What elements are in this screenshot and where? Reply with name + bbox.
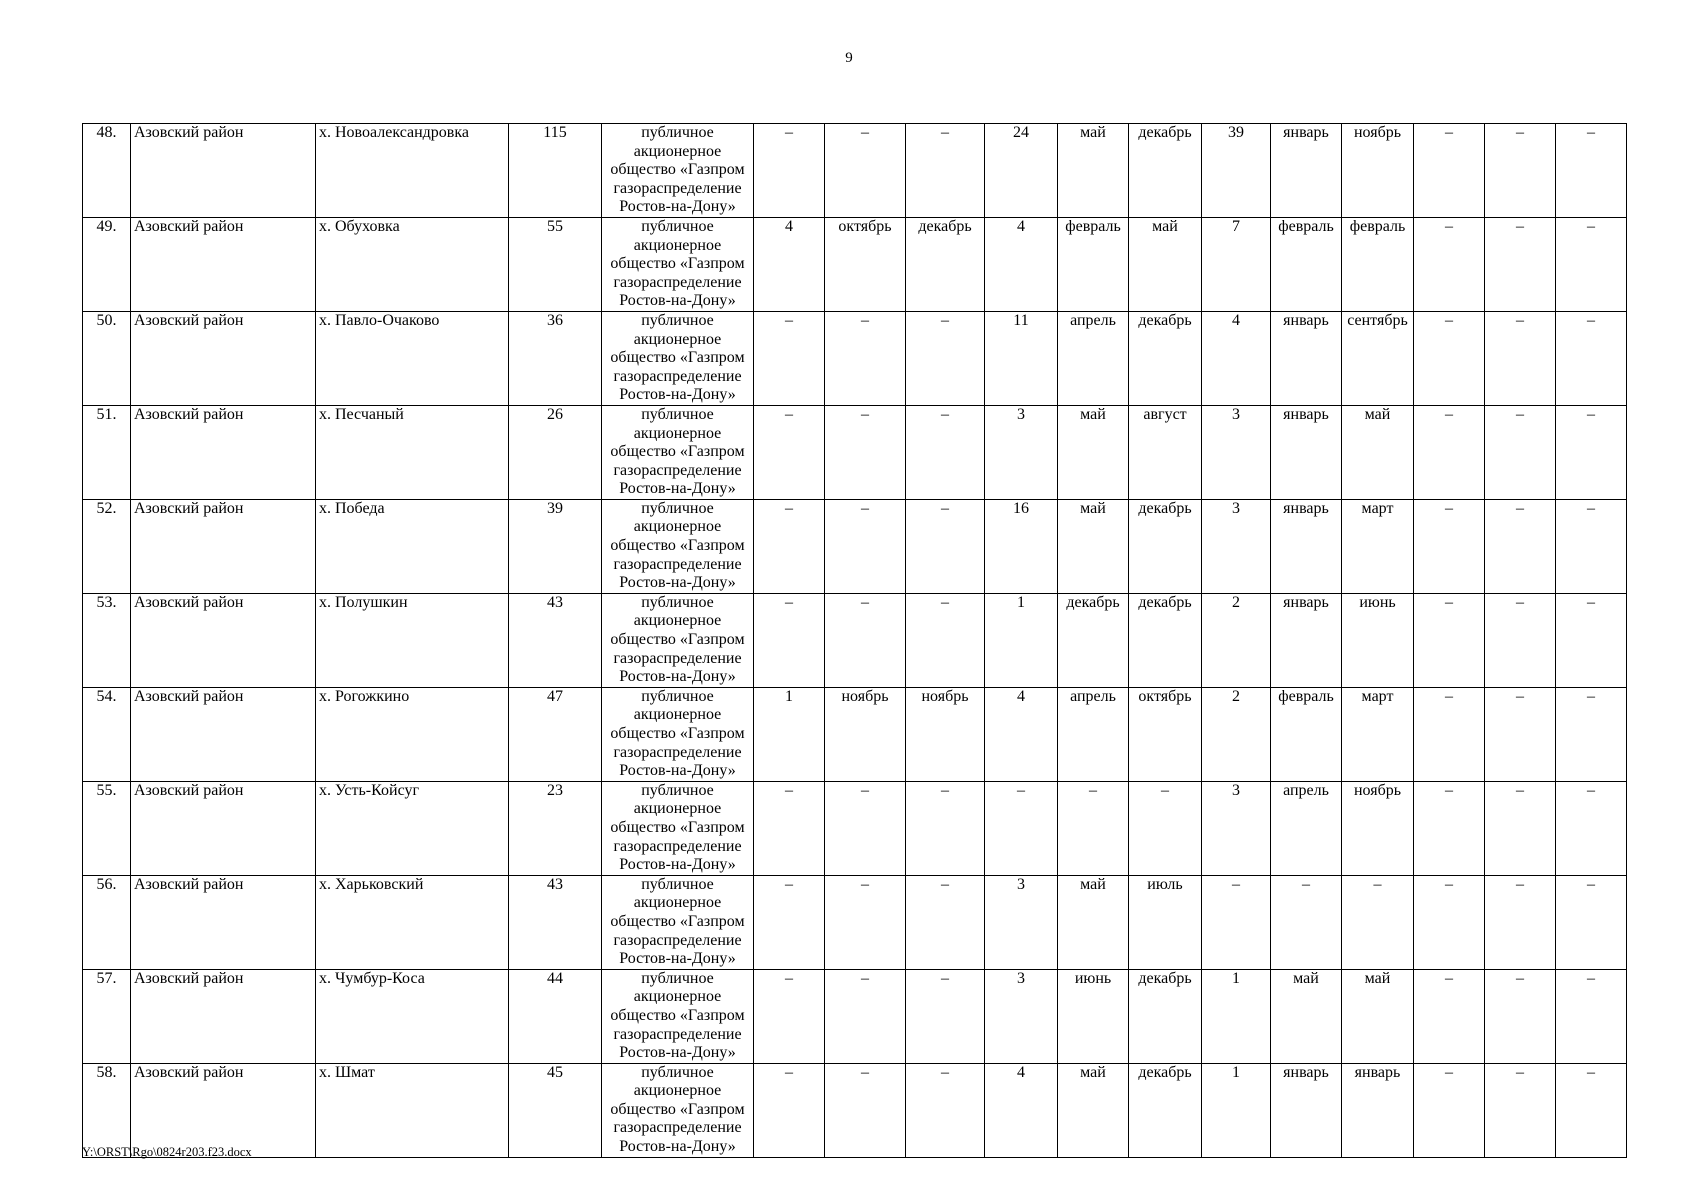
organization-cell: публичное акционерное общество «Газпром газораспределение Ростов-на-Дону» xyxy=(602,217,754,311)
stage4-end-cell: – xyxy=(1556,969,1627,1063)
stage4-count-cell: – xyxy=(1414,124,1485,218)
organization-cell: публичное акционерное общество «Газпром газораспределение Ростов-на-Дону» xyxy=(602,311,754,405)
table-row xyxy=(83,217,1627,311)
stage1-count-cell: – xyxy=(754,593,825,687)
table-row xyxy=(83,875,1627,969)
row-number-cell: 52. xyxy=(83,499,131,593)
table-row xyxy=(83,1063,1627,1157)
stage3-count-cell: 7 xyxy=(1202,217,1271,311)
stage2-end-cell: декабрь xyxy=(1129,499,1202,593)
stage4-count-cell: – xyxy=(1414,781,1485,875)
row-number-cell: 48. xyxy=(83,124,131,218)
stage3-count-cell: 3 xyxy=(1202,499,1271,593)
stage1-end-cell: – xyxy=(906,311,985,405)
stage3-count-cell: 39 xyxy=(1202,124,1271,218)
district-cell: Азовский район xyxy=(131,499,316,593)
stage4-count-cell: – xyxy=(1414,217,1485,311)
stage3-end-cell: март xyxy=(1342,499,1414,593)
stage4-count-cell: – xyxy=(1414,875,1485,969)
stage4-count-cell: – xyxy=(1414,499,1485,593)
stage2-count-cell: 16 xyxy=(985,499,1058,593)
stage1-start-cell: – xyxy=(825,875,906,969)
stage1-end-cell: – xyxy=(906,499,985,593)
district-cell: Азовский район xyxy=(131,405,316,499)
stage1-start-cell: – xyxy=(825,124,906,218)
district-cell: Азовский район xyxy=(131,781,316,875)
stage1-end-cell: – xyxy=(906,969,985,1063)
stage2-start-cell: май xyxy=(1058,499,1129,593)
table-row xyxy=(83,124,1627,218)
count-cell: 43 xyxy=(509,875,602,969)
stage4-end-cell: – xyxy=(1556,781,1627,875)
stage4-start-cell: – xyxy=(1485,405,1556,499)
count-cell: 115 xyxy=(509,124,602,218)
stage1-count-cell: 1 xyxy=(754,687,825,781)
stage2-end-cell: декабрь xyxy=(1129,124,1202,218)
stage2-start-cell: май xyxy=(1058,1063,1129,1157)
stage3-count-cell: 2 xyxy=(1202,593,1271,687)
stage1-count-cell: 4 xyxy=(754,217,825,311)
stage4-start-cell: – xyxy=(1485,499,1556,593)
stage2-end-cell: май xyxy=(1129,217,1202,311)
stage2-count-cell: 11 xyxy=(985,311,1058,405)
table-row xyxy=(83,593,1627,687)
district-cell: Азовский район xyxy=(131,687,316,781)
settlement-cell: х. Обуховка xyxy=(316,217,509,311)
stage2-start-cell: февраль xyxy=(1058,217,1129,311)
district-cell: Азовский район xyxy=(131,593,316,687)
stage3-start-cell: январь xyxy=(1271,1063,1342,1157)
page-number: 9 xyxy=(845,50,853,66)
row-number-cell: 58. xyxy=(83,1063,131,1157)
stage4-end-cell: – xyxy=(1556,217,1627,311)
stage1-count-cell: – xyxy=(754,405,825,499)
stage3-count-cell: 3 xyxy=(1202,781,1271,875)
stage2-count-cell: 3 xyxy=(985,405,1058,499)
organization-cell: публичное акционерное общество «Газпром газораспределение Ростов-на-Дону» xyxy=(602,124,754,218)
stage3-end-cell: февраль xyxy=(1342,217,1414,311)
stage4-start-cell: – xyxy=(1485,875,1556,969)
table-row xyxy=(83,781,1627,875)
stage3-end-cell: июнь xyxy=(1342,593,1414,687)
district-cell: Азовский район xyxy=(131,217,316,311)
stage3-start-cell: январь xyxy=(1271,311,1342,405)
stage4-end-cell: – xyxy=(1556,1063,1627,1157)
organization-cell: публичное акционерное общество «Газпром газораспределение Ростов-на-Дону» xyxy=(602,969,754,1063)
count-cell: 26 xyxy=(509,405,602,499)
stage4-start-cell: – xyxy=(1485,1063,1556,1157)
stage2-count-cell: 24 xyxy=(985,124,1058,218)
stage4-end-cell: – xyxy=(1556,875,1627,969)
stage3-end-cell: ноябрь xyxy=(1342,781,1414,875)
settlement-cell: х. Рогожкино xyxy=(316,687,509,781)
stage2-start-cell: май xyxy=(1058,124,1129,218)
row-number-cell: 54. xyxy=(83,687,131,781)
stage4-end-cell: – xyxy=(1556,405,1627,499)
stage1-end-cell: декабрь xyxy=(906,217,985,311)
stage2-end-cell: декабрь xyxy=(1129,593,1202,687)
stage1-start-cell: – xyxy=(825,499,906,593)
stage2-count-cell: 4 xyxy=(985,687,1058,781)
stage4-start-cell: – xyxy=(1485,311,1556,405)
stage2-end-cell: декабрь xyxy=(1129,311,1202,405)
stage1-end-cell: ноябрь xyxy=(906,687,985,781)
stage4-start-cell: – xyxy=(1485,124,1556,218)
stage3-count-cell: 4 xyxy=(1202,311,1271,405)
stage2-start-cell: апрель xyxy=(1058,311,1129,405)
district-cell: Азовский район xyxy=(131,124,316,218)
stage1-start-cell: ноябрь xyxy=(825,687,906,781)
stage4-count-cell: – xyxy=(1414,969,1485,1063)
stage3-start-cell: январь xyxy=(1271,593,1342,687)
stage3-end-cell: – xyxy=(1342,875,1414,969)
count-cell: 43 xyxy=(509,593,602,687)
table-body xyxy=(83,124,1627,1158)
organization-cell: публичное акционерное общество «Газпром газораспределение Ростов-на-Дону» xyxy=(602,405,754,499)
row-number-cell: 49. xyxy=(83,217,131,311)
table-row xyxy=(83,405,1627,499)
stage2-end-cell: декабрь xyxy=(1129,969,1202,1063)
stage4-start-cell: – xyxy=(1485,969,1556,1063)
stage4-end-cell: – xyxy=(1556,124,1627,218)
stage3-start-cell: январь xyxy=(1271,405,1342,499)
stage3-start-cell: апрель xyxy=(1271,781,1342,875)
settlement-cell: х. Шмат xyxy=(316,1063,509,1157)
stage2-start-cell: декабрь xyxy=(1058,593,1129,687)
row-number-cell: 50. xyxy=(83,311,131,405)
stage1-start-cell: – xyxy=(825,405,906,499)
count-cell: 55 xyxy=(509,217,602,311)
stage1-count-cell: – xyxy=(754,499,825,593)
stage3-end-cell: май xyxy=(1342,969,1414,1063)
stage1-count-cell: – xyxy=(754,969,825,1063)
stage4-count-cell: – xyxy=(1414,593,1485,687)
document-file-path: Y:\ORST\Rgo\0824r203.f23.docx xyxy=(82,1145,252,1159)
stage1-end-cell: – xyxy=(906,781,985,875)
stage4-end-cell: – xyxy=(1556,499,1627,593)
row-number-cell: 55. xyxy=(83,781,131,875)
row-number-cell: 53. xyxy=(83,593,131,687)
organization-cell: публичное акционерное общество «Газпром газораспределение Ростов-на-Дону» xyxy=(602,781,754,875)
stage2-count-cell: 4 xyxy=(985,217,1058,311)
stage2-end-cell: июль xyxy=(1129,875,1202,969)
stage1-end-cell: – xyxy=(906,405,985,499)
stage4-end-cell: – xyxy=(1556,687,1627,781)
stage3-end-cell: май xyxy=(1342,405,1414,499)
stage3-end-cell: март xyxy=(1342,687,1414,781)
count-cell: 23 xyxy=(509,781,602,875)
stage1-start-cell: – xyxy=(825,781,906,875)
row-number-cell: 51. xyxy=(83,405,131,499)
table-row xyxy=(83,969,1627,1063)
organization-cell: публичное акционерное общество «Газпром газораспределение Ростов-на-Дону» xyxy=(602,1063,754,1157)
stage4-count-cell: – xyxy=(1414,687,1485,781)
stage1-count-cell: – xyxy=(754,124,825,218)
stage4-count-cell: – xyxy=(1414,311,1485,405)
settlement-cell: х. Усть-Койсуг xyxy=(316,781,509,875)
organization-cell: публичное акционерное общество «Газпром газораспределение Ростов-на-Дону» xyxy=(602,875,754,969)
stage1-end-cell: – xyxy=(906,875,985,969)
stage3-end-cell: ноябрь xyxy=(1342,124,1414,218)
stage3-count-cell: – xyxy=(1202,875,1271,969)
stage2-start-cell: май xyxy=(1058,405,1129,499)
organization-cell: публичное акционерное общество «Газпром газораспределение Ростов-на-Дону» xyxy=(602,593,754,687)
settlement-cell: х. Победа xyxy=(316,499,509,593)
row-number-cell: 56. xyxy=(83,875,131,969)
stage1-start-cell: – xyxy=(825,969,906,1063)
stage1-start-cell: – xyxy=(825,311,906,405)
settlement-cell: х. Харьковский xyxy=(316,875,509,969)
stage1-count-cell: – xyxy=(754,311,825,405)
stage3-end-cell: сентябрь xyxy=(1342,311,1414,405)
district-cell: Азовский район xyxy=(131,875,316,969)
stage1-end-cell: – xyxy=(906,1063,985,1157)
stage1-start-cell: октябрь xyxy=(825,217,906,311)
count-cell: 44 xyxy=(509,969,602,1063)
stage4-start-cell: – xyxy=(1485,593,1556,687)
stage2-start-cell: апрель xyxy=(1058,687,1129,781)
stage3-count-cell: 1 xyxy=(1202,969,1271,1063)
stage2-count-cell: 3 xyxy=(985,969,1058,1063)
count-cell: 45 xyxy=(509,1063,602,1157)
stage2-end-cell: декабрь xyxy=(1129,1063,1202,1157)
stage4-start-cell: – xyxy=(1485,687,1556,781)
stage3-count-cell: 1 xyxy=(1202,1063,1271,1157)
stage2-count-cell: 3 xyxy=(985,875,1058,969)
stage1-count-cell: – xyxy=(754,875,825,969)
stage2-start-cell: июнь xyxy=(1058,969,1129,1063)
stage2-count-cell: 1 xyxy=(985,593,1058,687)
stage2-end-cell: октябрь xyxy=(1129,687,1202,781)
count-cell: 39 xyxy=(509,499,602,593)
stage1-count-cell: – xyxy=(754,1063,825,1157)
stage3-start-cell: февраль xyxy=(1271,217,1342,311)
stage2-count-cell: 4 xyxy=(985,1063,1058,1157)
stage3-end-cell: январь xyxy=(1342,1063,1414,1157)
stage1-start-cell: – xyxy=(825,593,906,687)
settlement-cell: х. Песчаный xyxy=(316,405,509,499)
stage4-start-cell: – xyxy=(1485,217,1556,311)
count-cell: 47 xyxy=(509,687,602,781)
stage4-end-cell: – xyxy=(1556,311,1627,405)
gasification-schedule-table xyxy=(82,123,1627,1158)
district-cell: Азовский район xyxy=(131,1063,316,1157)
organization-cell: публичное акционерное общество «Газпром газораспределение Ростов-на-Дону» xyxy=(602,499,754,593)
stage4-start-cell: – xyxy=(1485,781,1556,875)
district-cell: Азовский район xyxy=(131,311,316,405)
table-row xyxy=(83,499,1627,593)
stage3-start-cell: январь xyxy=(1271,499,1342,593)
table-row xyxy=(83,311,1627,405)
stage3-start-cell: январь xyxy=(1271,124,1342,218)
district-cell: Азовский район xyxy=(131,969,316,1063)
stage1-start-cell: – xyxy=(825,1063,906,1157)
stage2-count-cell: – xyxy=(985,781,1058,875)
settlement-cell: х. Полушкин xyxy=(316,593,509,687)
settlement-cell: х. Новоалександровка xyxy=(316,124,509,218)
organization-cell: публичное акционерное общество «Газпром газораспределение Ростов-на-Дону» xyxy=(602,687,754,781)
stage3-start-cell: – xyxy=(1271,875,1342,969)
stage2-start-cell: май xyxy=(1058,875,1129,969)
stage3-start-cell: февраль xyxy=(1271,687,1342,781)
row-number-cell: 57. xyxy=(83,969,131,1063)
stage2-end-cell: – xyxy=(1129,781,1202,875)
count-cell: 36 xyxy=(509,311,602,405)
settlement-cell: х. Чумбур-Коса xyxy=(316,969,509,1063)
stage4-end-cell: – xyxy=(1556,593,1627,687)
stage1-count-cell: – xyxy=(754,781,825,875)
table-row xyxy=(83,687,1627,781)
stage3-count-cell: 2 xyxy=(1202,687,1271,781)
stage4-count-cell: – xyxy=(1414,1063,1485,1157)
stage2-start-cell: – xyxy=(1058,781,1129,875)
stage2-end-cell: август xyxy=(1129,405,1202,499)
stage1-end-cell: – xyxy=(906,124,985,218)
stage3-count-cell: 3 xyxy=(1202,405,1271,499)
stage4-count-cell: – xyxy=(1414,405,1485,499)
settlement-cell: х. Павло-Очаково xyxy=(316,311,509,405)
stage1-end-cell: – xyxy=(906,593,985,687)
stage3-start-cell: май xyxy=(1271,969,1342,1063)
